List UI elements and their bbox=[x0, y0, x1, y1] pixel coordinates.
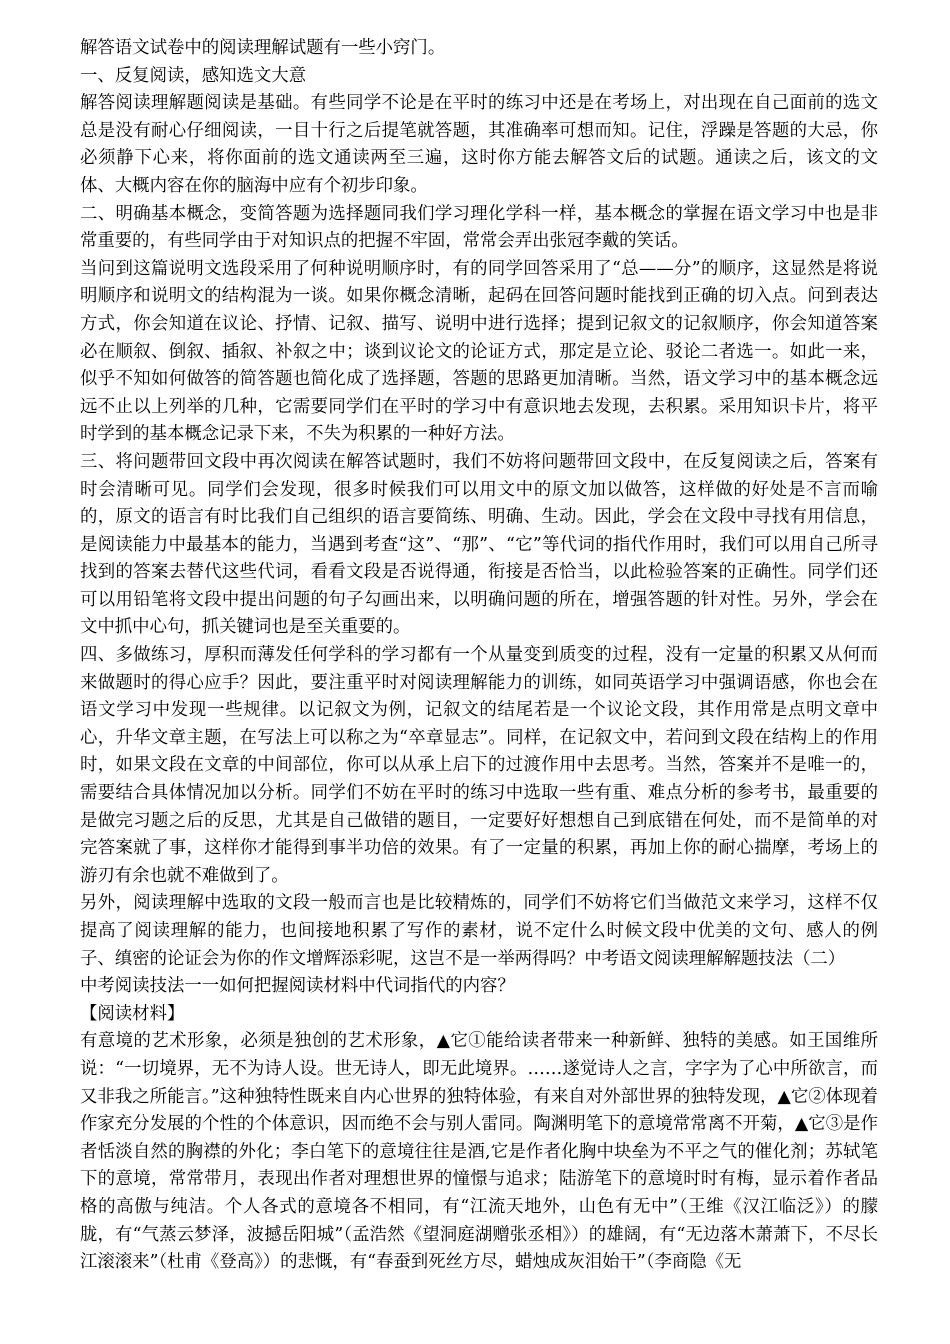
subtitle-question: 中考阅读技法一一如何把握阅读材料中代词指代的内容？ bbox=[80, 976, 515, 997]
paragraph-2: 二、明确基本概念，变简答题为选择题同我们学习理化学科一样，基本概念的掌握在语文学习中也是非常重要的，有些同学由于对知识点的把握不牢固，常常会弄出张冠李戴的笑话。 bbox=[80, 203, 878, 252]
paragraph-6: 另外，阅读理解中选取的文段一般而言也是比较精炼的，同学们不妨将它们当做范文来学习，这样不仅提高了阅读理解的能力，也间接地积累了写作的素材，说不定什么时候文段中优美的文句、感人的例子、缜密的论证会为你的作文增辉添彩呢，这岂不是一举两得吗？中考语文阅读理解解题技法（二） bbox=[80, 893, 878, 969]
reading-material-heading: 【阅读材料】 bbox=[80, 1003, 185, 1024]
paragraph-1: 解答阅读理解题阅读是基础。有些同学不论是在平时的练习中还是在考场上，对出现在自己面前的选文总是没有耐心仔细阅读，一目十行之后提笔就答题，其准确率可想而知。记住，浮躁是答题的大忌，你必须静下心来，将你面前的选文通读两至三遍，这时你方能去解答文后的试题。通读之后，该文的文体、大概内容在你的脑海中应有个初步印象。 bbox=[80, 93, 878, 196]
section-heading-1: 一、反复阅读，感知选文大意 bbox=[80, 65, 307, 86]
document-page bbox=[80, 35, 878, 1277]
intro-sentence: 解答语文试卷中的阅读理解试题有一些小窍门。 bbox=[80, 38, 446, 58]
paragraph-5: 四、多做练习，厚积而薄发任何学科的学习都有一个从量变到质变的过程，没有一定量的积累又从何而来做题时的得心应手？因此，要注重平时对阅读理解能力的训练，如同英语学习中强调语感，你也会在语文学习中发现一些规律。以记叙文为例，记叙文的结尾若是一个议论文段，其作用常是点明文章中心，升华文章主题，在写法上可以称之为“卒章显志”。同样，在记叙文中，若问到文段在结构上的作用时，如果文段在文章的中间部位，你可以从承上启下的过渡作用中去思考。当然，答案并不是唯一的，需要结合具体情况加以分析。同学们不妨在平时的练习中选取一些有重、难点分析的参考书，最重要的是做完习题之后的反思，尤其是自己做错的题目，一定要好好想想自己到底错在何处，而不是简单的对完答案就了事，这样你才能得到事半功倍的效果。有了一定量的积累，再加上你的耐心揣摩，考场上的游刃有余也就不难做到了。 bbox=[80, 645, 878, 886]
paragraph-3: 当问到这篇说明文选段采用了何种说明顺序时，有的同学回答采用了“总——分”的顺序，这显然是将说明顺序和说明文的结构混为一谈。如果你概念清晰，起码在回答问题时能找到正确的切入点。问到表达方式，你会知道在议论、抒情、记叙、描写、说明中进行选择；提到记叙文的记叙顺序，你会知道答案必在顺叙、倒叙、插叙、补叙之中；谈到议论文的论证方式，那定是立论、驳论二者选一。如此一来，似乎不知如何做答的简答题也简化成了选择题，答题的思路更加清晰。当然，语文学习中的基本概念远远不止以上列举的几种，它需要同学们在平时的学习中有意识地去发现，去积累。采用知识卡片，将平时学到的基本概念记录下来，不失为积累的一种好方法。 bbox=[80, 258, 878, 445]
paragraph-4: 三、将问题带回文段中再次阅读在解答试题时，我们不妨将问题带回文段中，在反复阅读之后，答案有时会清晰可见。同学们会发现，很多时候我们可以用文中的原文加以做答，这样做的好处是不言而喻的，原文的语言有时比我们自己组织的语言要简练、明确、生动。因此，学会在文段中寻找有用信息，是阅读能力中最基本的能力，当遇到考查“这”、“那”、“它”等代词的指代作用时，我们可以用自己所寻找到的答案去替代这些代词，看看文段是否说得通，衔接是否恰当，以此检验答案的正确性。同学们还可以用铅笔将文段中提出问题的句子勾画出来，以明确问题的所在，增强答题的针对性。另外，学会在文中抓中心句，抓关键词也是至关重要的。 bbox=[80, 451, 878, 638]
reading-material-text: 有意境的艺术形象，必须是独创的艺术形象，▲它①能给读者带来一种新鲜、独特的美感。如王国维所说：“一切境界，无不为诗人设。世无诗人，即无此境界。……遂觉诗人之言，字字为了心中所欲言，而又非我之所能言。”这种独特性既来自内心世界的独特体验，有来自对外部世界的独特发现，▲它②体现着作家充分发展的个性的个体意识，因而绝不会与别人雷同。陶渊明笔下的意境常常离不开菊，▲它③是作者恬淡自然的胸襟的外化；李白笔下的意境往往是酒,它是作者化胸中块垒为不平之气的催化剂；苏轼笔下的意境，常常带月，表现出作者对理想世界的憧憬与追求；陆游笔下的意境时时有梅，显示着作者品格的高傲与纯洁。个人各式的意境各不相同，有“江流天地外，山色有无中”（王维《汉江临泛》）的朦胧，有“气蒸云梦泽，波撼岳阳城”（孟浩然《望洞庭湖赠张丞相》）的雄阔，有“无边落木萧萧下，不尽长江滚滚来”（杜甫《登高》）的悲慨，有“春蚕到死丝方尽，蜡烛成灰泪始干”（李商隐《无 bbox=[80, 1031, 878, 1273]
